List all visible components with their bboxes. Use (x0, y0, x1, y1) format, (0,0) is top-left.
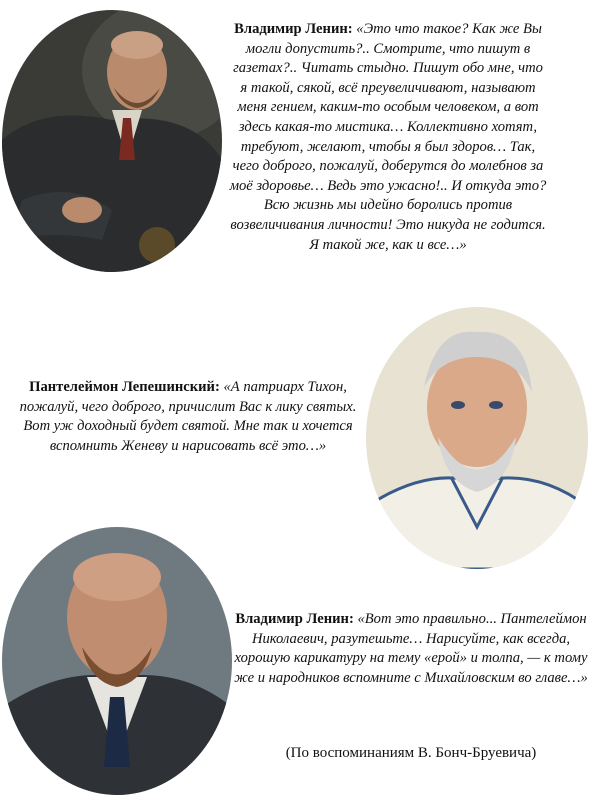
speaker-name: Владимир Ленин: (235, 611, 354, 627)
quote-block-1 (52, 20, 548, 255)
quote-block-3 (232, 610, 590, 688)
speaker-name: Пантелеймон Лепешинский: (29, 379, 220, 395)
lepeshinsky-portrait (366, 307, 588, 569)
speaker-name: Владимир Ленин: (234, 21, 353, 37)
source-caption: (По воспоминаниям В. Бонч-Бруевича) (285, 745, 537, 761)
quote-block-2 (12, 378, 364, 456)
quote-text: «Это что такое? Как же Вы могли допустить?.. Смотрите, что пишут в газетах?.. Читать стыдно. Пишут обо мне, что я такой, сякой, всё преувеличивают, называют меня гением, каким-то особым человеком, а вот здесь какая-то мистика… Коллективно хотят, требуют, желают, чтобы я был здоров… Так, чего доброго, пожалуй, доберутся до молебнов за моё здоровье… Ведь это ужасно!.. И откуда это? Всю жизнь мы идейно боролись против возвеличивания личности! Это никуда не годится. Я такой же, как и все…» (229, 21, 547, 253)
quote-text: «Вот это правильно... Пантелеймон Николаевич, разутешьте… Нарисуйте, как всегда, хорошую карикатуру на тему «ерой» и толпа, — к тому же и народников вспомните с Михайловским во главе…» (234, 611, 588, 686)
quote-text: «А патриарх Тихон, пожалуй, чего доброго, причислит Вас к лику святых. Вот уж доходный будет святой. Мне так и хочется вспомнить Женеву и нарисовать всё это…» (19, 379, 357, 454)
lenin-portrait-bottom (2, 527, 232, 795)
